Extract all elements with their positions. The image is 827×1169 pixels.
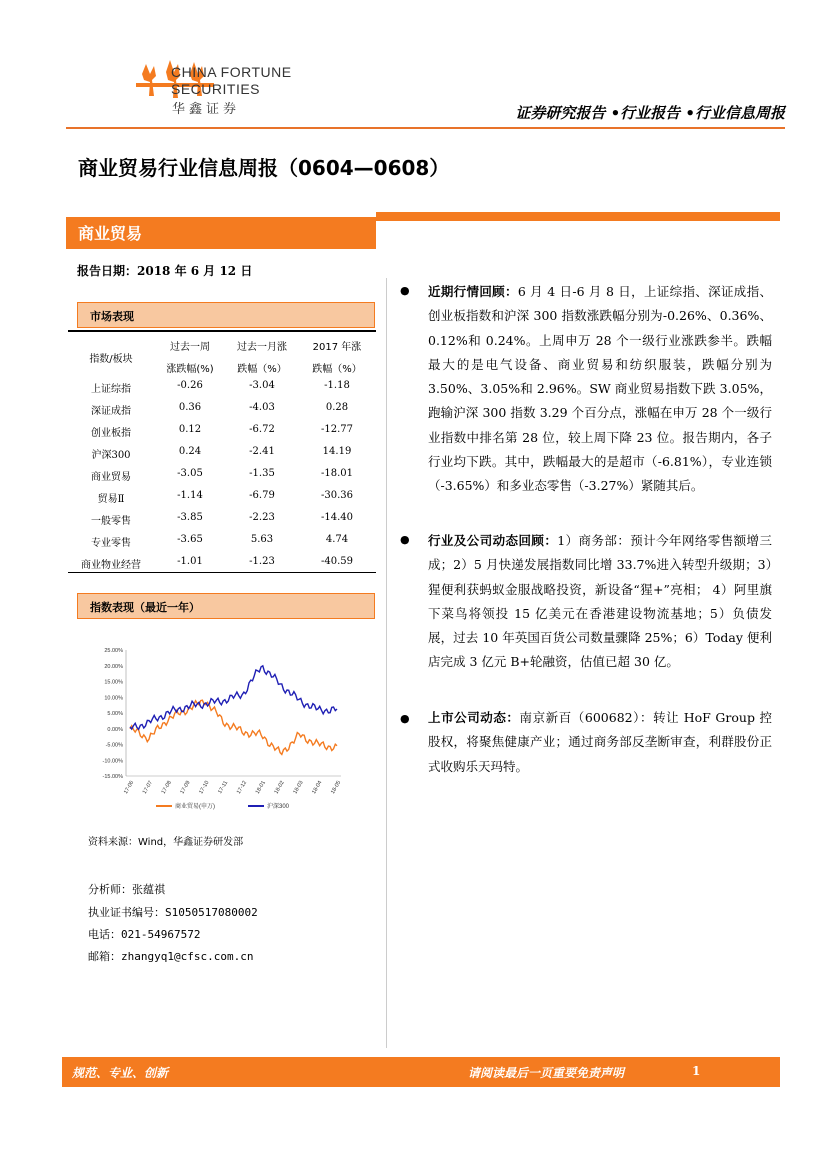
bullet-icon: ●: [400, 712, 410, 725]
report-date: 报告日期：2018 年 6 月 12 日: [77, 264, 253, 278]
bullet-text: 6 月 4 日-6 月 8 日，上证综指、深证成指、创业板指数和沪深 300 指数涨跌幅分别为-0.26%、0.36%、0.12%和 0.24%。上周申万 28 个一级行业涨跌参半。跌幅最大的是电气设备、商业贸易和纺织服装，跌幅分别为 3.50%、3.05%和 2.96%。SW 商业贸易指数下跌 3.05%，跑输沪深 300 指数 3.29 个百分点，涨幅在申万 28 个一级行业指数中排名第 28 位，较上周下降 23 位。报告期内，各子行业均下跌。其中，跌幅最大的是超市（-6.81%），专业连锁（-3.65%）和多业态零售（-3.27%）紧随其后。: [428, 284, 772, 494]
table-header-month-b: 跌幅（%）: [237, 364, 287, 375]
y-tick-label: -10.00%: [102, 758, 123, 765]
table-header-month-a: 过去一月涨: [237, 342, 287, 353]
bullet-title: 近期行情回顾：: [428, 284, 518, 299]
x-tick-label: 17-06: [123, 779, 136, 796]
table-row: 专业零售 -3.65 5.63 4.74: [91, 534, 349, 549]
index-line-chart: [86, 640, 346, 820]
table-row: 商业物业经营 -1.01 -1.23 -40.59: [81, 556, 353, 571]
x-tick-label: 17-10: [198, 779, 211, 796]
table-header-year-b: 跌幅（%）: [312, 364, 362, 375]
x-tick-label: 18-04: [311, 779, 324, 796]
x-tick-label: 17-11: [217, 780, 230, 795]
table-row: 商业贸易 -3.05 -1.35 -18.01: [91, 468, 353, 483]
y-tick-label: 10.00%: [104, 695, 123, 702]
table-header-year-a: 2017 年涨: [312, 342, 362, 353]
x-tick-label: 18-02: [273, 779, 286, 796]
page-title: 商业贸易行业信息周报（0604—0608）: [78, 156, 450, 180]
y-tick-label: 20.00%: [104, 663, 123, 670]
report-type: 证券研究报告 •行业报告 •行业信息周报: [515, 104, 785, 122]
table-bottom-rule: [68, 572, 376, 573]
page-number: 1: [692, 1064, 701, 1078]
table-row: 贸易Ⅱ -1.14 -6.79 -30.36: [97, 490, 353, 505]
analyst-name: 分析师：张蕴祺: [88, 883, 165, 896]
bullet-text: 1）商务部：预计今年网络零售额增三成；2）5 月快递发展指数同比增 33.7%进入转型升级期；3）猩便利获蚂蚁金服战略投资，新设备“猩+”亮相； 4）阿里旗下菜鸟将领投 15 亿美元在香港建设物流基地；5）负债发展，过去 10 年英国百货公司数量骤降 25%；6）Today 便利店完成 3 亿元 B+轮融资，估值已超 30 亿。: [428, 533, 772, 670]
footer-band: [62, 1057, 780, 1087]
x-tick-label: 18-03: [292, 779, 305, 796]
data-source: 资料来源：Wind，华鑫证券研发部: [88, 837, 244, 848]
column-divider: [386, 278, 387, 1048]
brand-english-line1: CHINA FORTUNE: [171, 64, 292, 80]
footer-slogan: 规范、专业、创新: [72, 1066, 169, 1080]
table-header-week-a: 过去一周: [170, 342, 210, 353]
table-row: 上证综指 -0.26 -3.04 -1.18: [91, 380, 350, 395]
y-tick-label: 5.00%: [107, 711, 123, 717]
y-tick-label: 25.00%: [104, 648, 123, 654]
index-section-header: [77, 593, 375, 619]
header-divider: [66, 127, 785, 129]
analyst-email: 邮箱：zhangyq1@cfsc.com.cn: [88, 950, 254, 963]
x-tick-label: 17-12: [235, 779, 249, 796]
y-tick-label: -5.00%: [105, 742, 123, 749]
legend-label: 商业贸易(申万): [175, 804, 215, 810]
table-header-index: 指数/板块: [89, 354, 133, 365]
bullet-icon: ●: [400, 533, 410, 546]
category-label: 商业贸易: [78, 224, 143, 243]
footer-disclaimer: 请阅读最后一页重要免责声明: [468, 1066, 625, 1080]
series-line: [130, 700, 337, 754]
category-band-thin: [376, 212, 780, 221]
y-tick-label: 15.00%: [104, 679, 123, 686]
bullet-paragraph: [428, 529, 772, 675]
brand-chinese: 华鑫证券: [172, 102, 241, 117]
x-tick-label: 18-01: [254, 779, 267, 796]
table-row: 深证成指 0.36 -4.03 0.28: [91, 402, 349, 417]
table-row: 沪深300 0.24 -2.41 14.19: [91, 446, 352, 461]
market-section-header: [77, 302, 375, 328]
y-tick-label: 0.00%: [107, 726, 123, 733]
bullet-paragraph: [428, 706, 772, 779]
table-top-rule: [68, 330, 376, 332]
index-section-title: 指数表现（最近一年）: [90, 601, 200, 614]
y-tick-label: -15.00%: [102, 774, 123, 780]
bullet-title: 行业及公司动态回顾：: [428, 533, 558, 548]
x-tick-label: 17-08: [160, 779, 173, 796]
bullet-title: 上市公司动态：: [428, 710, 520, 725]
analyst-phone: 电话：021-54967572: [88, 928, 201, 941]
series-line: [130, 666, 337, 730]
legend-label: 沪深300: [267, 804, 290, 810]
bullet-text: 南京新百（600682）：转让 HoF Group 控股权，将聚焦健康产业；通过商务部反垄断审查，利群股份正式收购乐天玛特。: [428, 710, 772, 774]
table-row: 一般零售 -3.85 -2.23 -14.40: [91, 512, 353, 527]
analyst-cert: 执业证书编号：S1050517080002: [88, 906, 258, 919]
table-header-week-b: 涨跌幅(%): [166, 364, 214, 375]
x-tick-label: 17-07: [141, 779, 155, 796]
market-section-title: 市场表现: [90, 310, 134, 323]
x-tick-label: 17-09: [179, 779, 192, 796]
bullet-paragraph: [428, 280, 772, 499]
brand-english-line2: SECURITIES: [171, 81, 261, 97]
x-tick-label: 18-05: [330, 779, 343, 796]
table-row: 创业板指 0.12 -6.72 -12.77: [91, 424, 353, 439]
bullet-icon: ●: [400, 284, 410, 297]
